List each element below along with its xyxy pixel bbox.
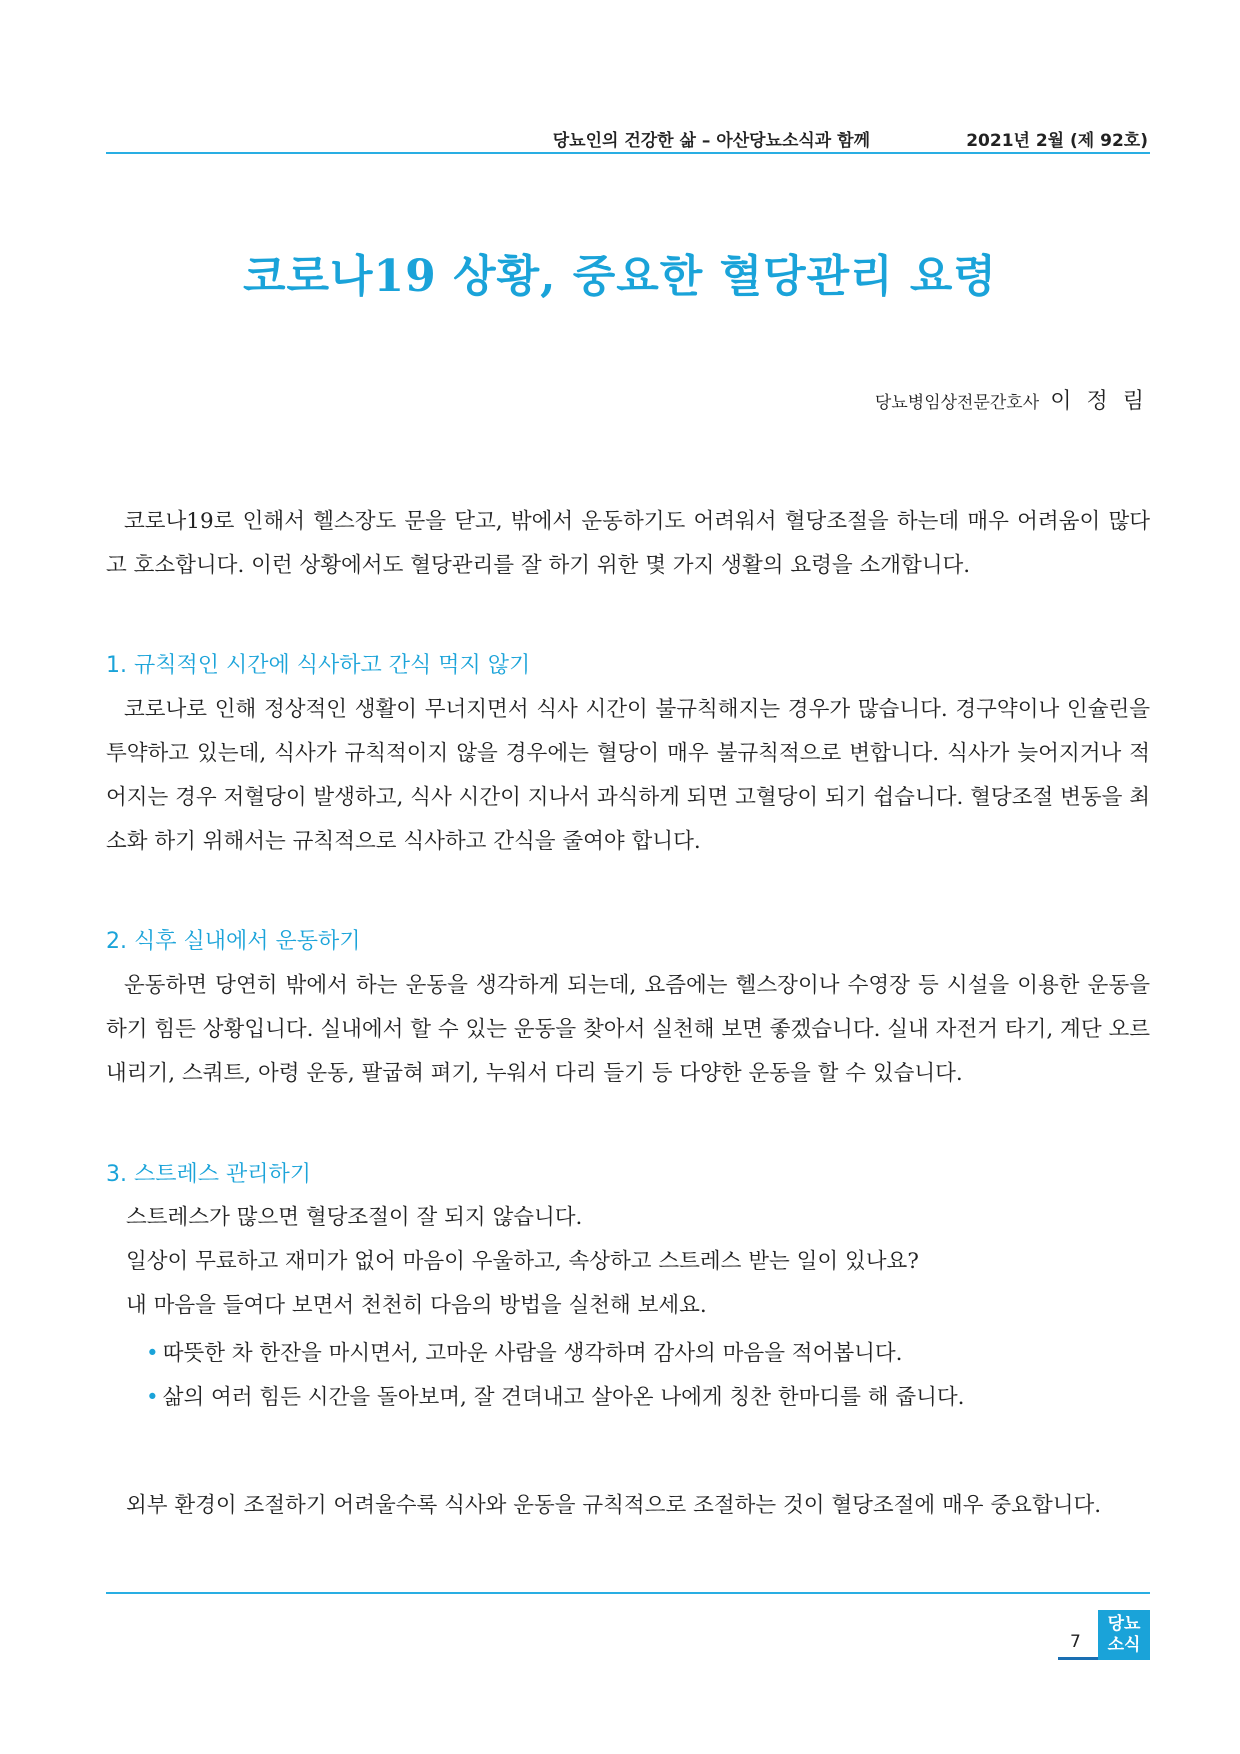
section-text-1: 코로나로 인해 정상적인 생활이 무너지면서 식사 시간이 불규칙해지는 경우가 많습니다. 경구약이나 인슐린을 투약하고 있는데, 식사가 규칙적이지 않을 경우에는 혈당이 매우 불규칙적으로 변합니다. 식사가 늦어지거나 적어지는 경우 저혈당이 발생하고, 식사 시간이 지나서 과식하게 되면 고혈당이 되기 쉽습니다. 혈당조절 변동을 최소화 하기 위해서는 규칙적으로 식사하고 간식을 줄여야 합니다. [106, 697, 1150, 854]
bullet-icon: • [146, 1341, 159, 1366]
section-3-line: 스트레스가 많으면 혈당조절이 잘 되지 않습니다. [126, 1205, 583, 1230]
brand-badge [1098, 1610, 1150, 1660]
brand-line-1: 당뇨 [1107, 1614, 1141, 1634]
section-heading-2: 2. 식후 실내에서 운동하기 [106, 929, 361, 954]
bullet-text: 삶의 여러 힘든 시간을 돌아보며, 잘 견뎌내고 살아온 나에게 칭찬 한마디를 해 줍니다. [162, 1385, 965, 1410]
bullet-text: 따뜻한 차 한잔을 마시면서, 고마운 사람을 생각하며 감사의 마음을 적어봅니다. [162, 1341, 903, 1366]
header-divider [106, 152, 1150, 154]
section-3-bullet-list [146, 1332, 1150, 1420]
page-number-underline [1058, 1657, 1098, 1660]
publication-title: 당뇨인의 건강한 삶 – 아산당뇨소식과 함께 [552, 131, 870, 151]
page-number: 7 [1070, 1632, 1081, 1652]
section-text-2: 운동하면 당연히 밖에서 하는 운동을 생각하게 되는데, 요즘에는 헬스장이나 수영장 등 시설을 이용한 운동을 하기 힘든 상황입니다. 실내에서 할 수 있는 운동을 찾아서 실천해 보면 좋겠습니다. 실내 자전거 타기, 계단 오르내리기, 스쿼트, 아령 운동, 팔굽혀 펴기, 누워서 다리 들기 등 다양한 운동을 할 수 있습니다. [106, 973, 1150, 1086]
section-3-line: 일상이 무료하고 재미가 없어 마음이 우울하고, 속상하고 스트레스 받는 일이 있나요? [126, 1249, 919, 1274]
footer-divider [106, 1592, 1150, 1594]
list-item [146, 1376, 1150, 1420]
author-name: 이 정 림 [1050, 389, 1148, 414]
author-role: 당뇨병임상전문간호사 [874, 393, 1040, 413]
section-heading-1: 1. 규칙적인 시간에 식사하고 간식 먹지 않기 [106, 653, 531, 678]
intro-paragraph: 코로나19로 인해서 헬스장도 문을 닫고, 밖에서 운동하기도 어려워서 혈당조절을 하는데 매우 어려움이 많다고 호소합니다. 이런 상황에서도 혈당관리를 잘 하기 위한 몇 가지 생활의 요령을 소개합니다. [106, 509, 1150, 578]
section-3-line: 내 마음을 들여다 보면서 천천히 다음의 방법을 실천해 보세요. [126, 1293, 707, 1318]
article-title: 코로나19 상황, 중요한 혈당관리 요령 [243, 251, 997, 302]
bullet-icon: • [146, 1385, 159, 1410]
section-heading-3: 3. 스트레스 관리하기 [106, 1162, 311, 1187]
list-item [146, 1332, 1150, 1376]
issue-label: 2021년 2월 (제 92호) [966, 131, 1148, 151]
author-byline [875, 384, 1148, 415]
section-3-lines [126, 1196, 1150, 1328]
closing-paragraph: 외부 환경이 조절하기 어려울수록 식사와 운동을 규칙적으로 조절하는 것이 혈당조절에 매우 중요합니다. [126, 1493, 1102, 1518]
brand-line-2: 소식 [1107, 1635, 1141, 1655]
